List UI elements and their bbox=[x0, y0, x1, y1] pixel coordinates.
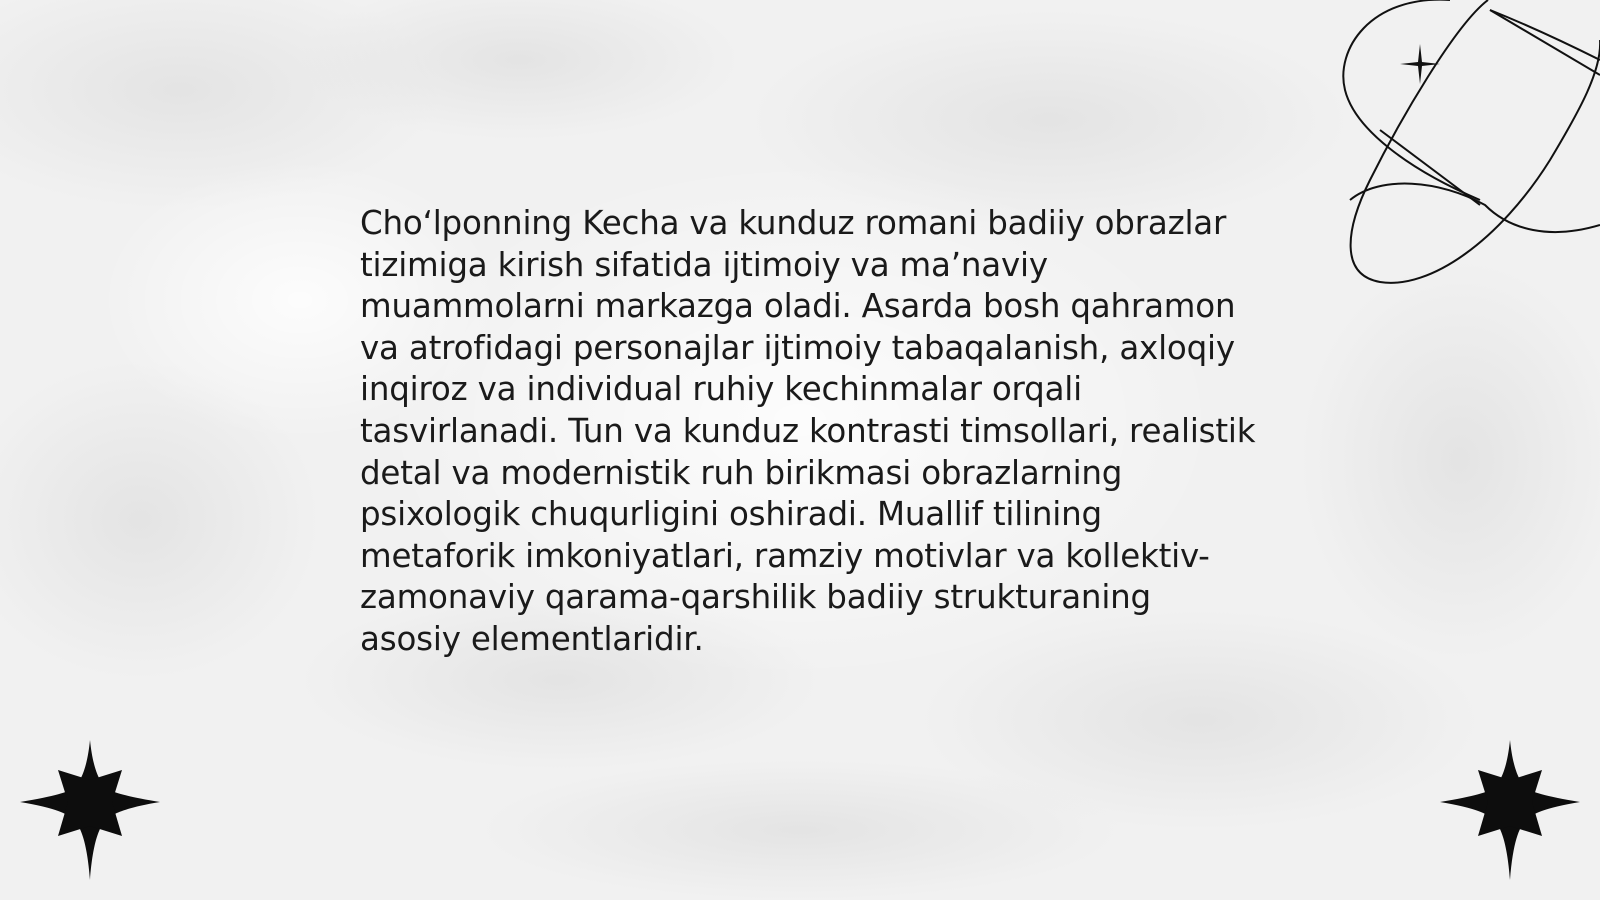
orbit-sparkle-icon bbox=[1340, 0, 1600, 290]
four-point-star-icon bbox=[20, 740, 160, 880]
four-point-star-icon bbox=[1440, 740, 1580, 880]
body-paragraph: Cho‘lponning Kecha va kunduz romani badiiy obrazlar tizimiga kirish sifatida ijtimoiy va ma’naviy muammolarni markazga oladi. Asarda bosh qahramon va atrofidagi personajlar ijtimoiy tabaqalanish, axloqiy inqiroz va individual ruhiy kechinmalar orqali tasvirlanadi. Tun va kunduz kontrasti timsollari, realistik detal va modernistik ruh birikmasi obrazlarning psixologik chuqurligini oshiradi. Muallif tilining metaforik imkoniyatlari, ramziy motivlar va kollektiv-zamonaviy qarama-qarshilik badiiy strukturaning asosiy elementlaridir. bbox=[360, 204, 1256, 658]
